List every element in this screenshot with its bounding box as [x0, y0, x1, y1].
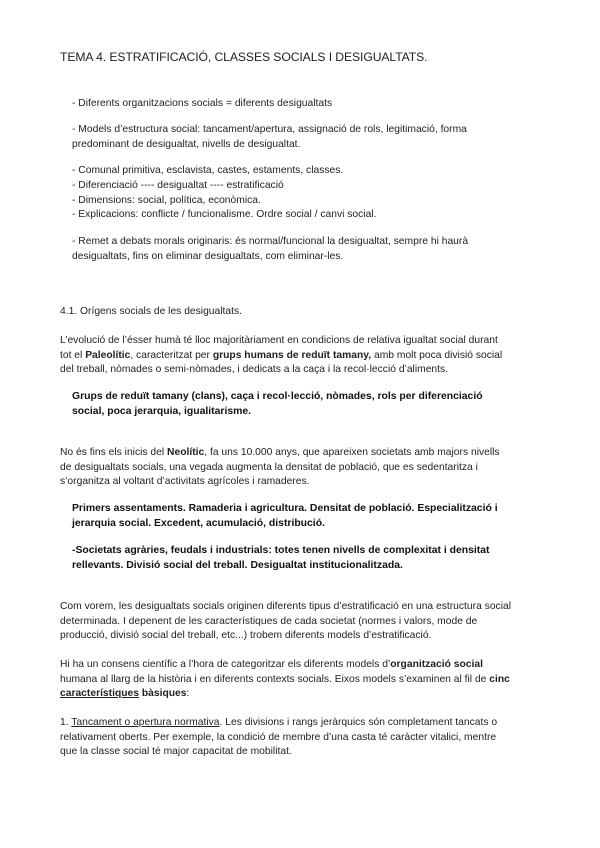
document-title: TEMA 4. ESTRATIFICACIÓ, CLASSES SOCIALS I DESIGUALTATS.: [60, 50, 428, 64]
underline-tancament: Tancament o apertura normativa: [71, 717, 220, 728]
paragraph-line: Com vorem, les desigualtats socials originen diferents tipus d’estratificació en una estructura social: [60, 601, 511, 612]
bullet-models-line1: - Models d’estructura social: tancament/apertura, assignació de rols, legitimació, forma: [72, 124, 467, 135]
paragraph-line: producció, divisió social del treball, etc...) trobem diferents models d’estratificació.: [60, 630, 432, 642]
paragraph-line: de desigualtats socials, una vegada augmenta la densitat de població, que es sedentaritza i: [60, 461, 478, 473]
paragraph-line: 1. Tancament o apertura normativa. Les divisions i rangs jeràrquics són completament tancats o: [60, 717, 498, 728]
paragraph-line: L’evolució de l’ésser humà té lloc majoritàriament en condicions de relativa igualtat social durant: [60, 335, 498, 346]
paragraph-neolitic: [60, 446, 500, 490]
paragraph-line: humana al llarg de la història i en diferents contexts socials. Eixos models s’examinen al fil de cinc: [60, 673, 510, 685]
paragraph-line: del treball, nòmades o semi-nòmades, i dedicats a la caça i la recol·lecció d’aliments.: [60, 364, 449, 376]
bullet-comunal: - Comunal primitiva, esclavista, castes, estaments, classes.: [72, 165, 344, 176]
bold-neolitic: Neolític: [167, 447, 205, 458]
key-points-neolitic: Primers assentaments. Ramaderia i agricultura. Densitat de població. Especialització i jerarquia social. Excedent, acumulació, distribució.: [72, 503, 498, 529]
bold-grups: grups humans de reduït tamany,: [212, 349, 372, 361]
bold-underline-caracteristiques: característiques: [60, 688, 139, 700]
bullet-diferenciacio: - Diferenciació ---- desigualtat ---- estratificació: [72, 180, 284, 191]
bullet-explicacions: - Explicacions: conflicte / funcionalisme. Ordre social / canvi social.: [72, 209, 377, 220]
paragraph-line: Hi ha un consens científic a l’hora de categoritzar els diferents models d’organització social: [60, 659, 483, 670]
bullet-debats: [72, 235, 468, 264]
bold-organitzacio: organització social: [390, 659, 483, 670]
paragraph-estratificacio: [60, 600, 511, 644]
bullet-models: [72, 123, 467, 152]
section-heading: 4.1. Orígens socials de les desigualtats.: [60, 306, 243, 317]
paragraph-consens: [60, 658, 510, 702]
bold-cinc: cinc: [489, 673, 510, 685]
key-points-paleolitic: Grups de reduït tamany (clans), caça i recol·lecció, nòmades, rols per diferenciació social, poca jerarquia, igualitarisme.: [72, 391, 483, 417]
paragraph-paleolitic: [60, 334, 502, 378]
bullet-debats-line1: - Remet a debats morals originaris: és normal/funcional la desigualtat, sempre hi haurà: [72, 236, 469, 247]
bullet-dimensions: - Dimensions: social, política, econòmica.: [72, 195, 261, 206]
key-points-societats: -Societats agràries, feudals i industrials: totes tenen nivells de complexitat i densitat rellevants. Divisió social del treball. Desigualtat institucionalitzada.: [72, 545, 490, 571]
paragraph-tancament: [60, 716, 497, 760]
paragraph-line: tot el Paleolític, caracteritzat per grups humans de reduït tamany, amb molt poca divisió social: [60, 349, 503, 361]
bullet-debats-line2: desigualtats, fins on eliminar desigualtats, com eliminar-les.: [72, 250, 344, 262]
paragraph-line: s’organitza al voltant d’activitats agrícoles i ramaderes.: [60, 476, 310, 488]
bold-paleolitic: Paleolític: [85, 349, 131, 361]
paragraph-line: relativament oberts. Per exemple, la condició de membre d’una casta té caràcter vitalici, mentre: [60, 731, 497, 743]
paragraph-line: determinada. I depenent de les característiques de cada societat (normes i valors, mode de: [60, 615, 478, 627]
bullet-models-line2: predominant de desigualtat, nivells de desigualtat.: [72, 138, 301, 150]
bullet-organitzacions: - Diferents organitzacions socials = diferents desigualtats: [72, 98, 333, 109]
paragraph-line: característiques bàsiques:: [60, 688, 190, 700]
paragraph-line: que la classe social té major capacitat de mobilitat.: [60, 746, 292, 758]
paragraph-line: No és fins els inicis del Neolític, fa uns 10.000 anys, que apareixen societats amb majors nivells: [60, 447, 500, 458]
